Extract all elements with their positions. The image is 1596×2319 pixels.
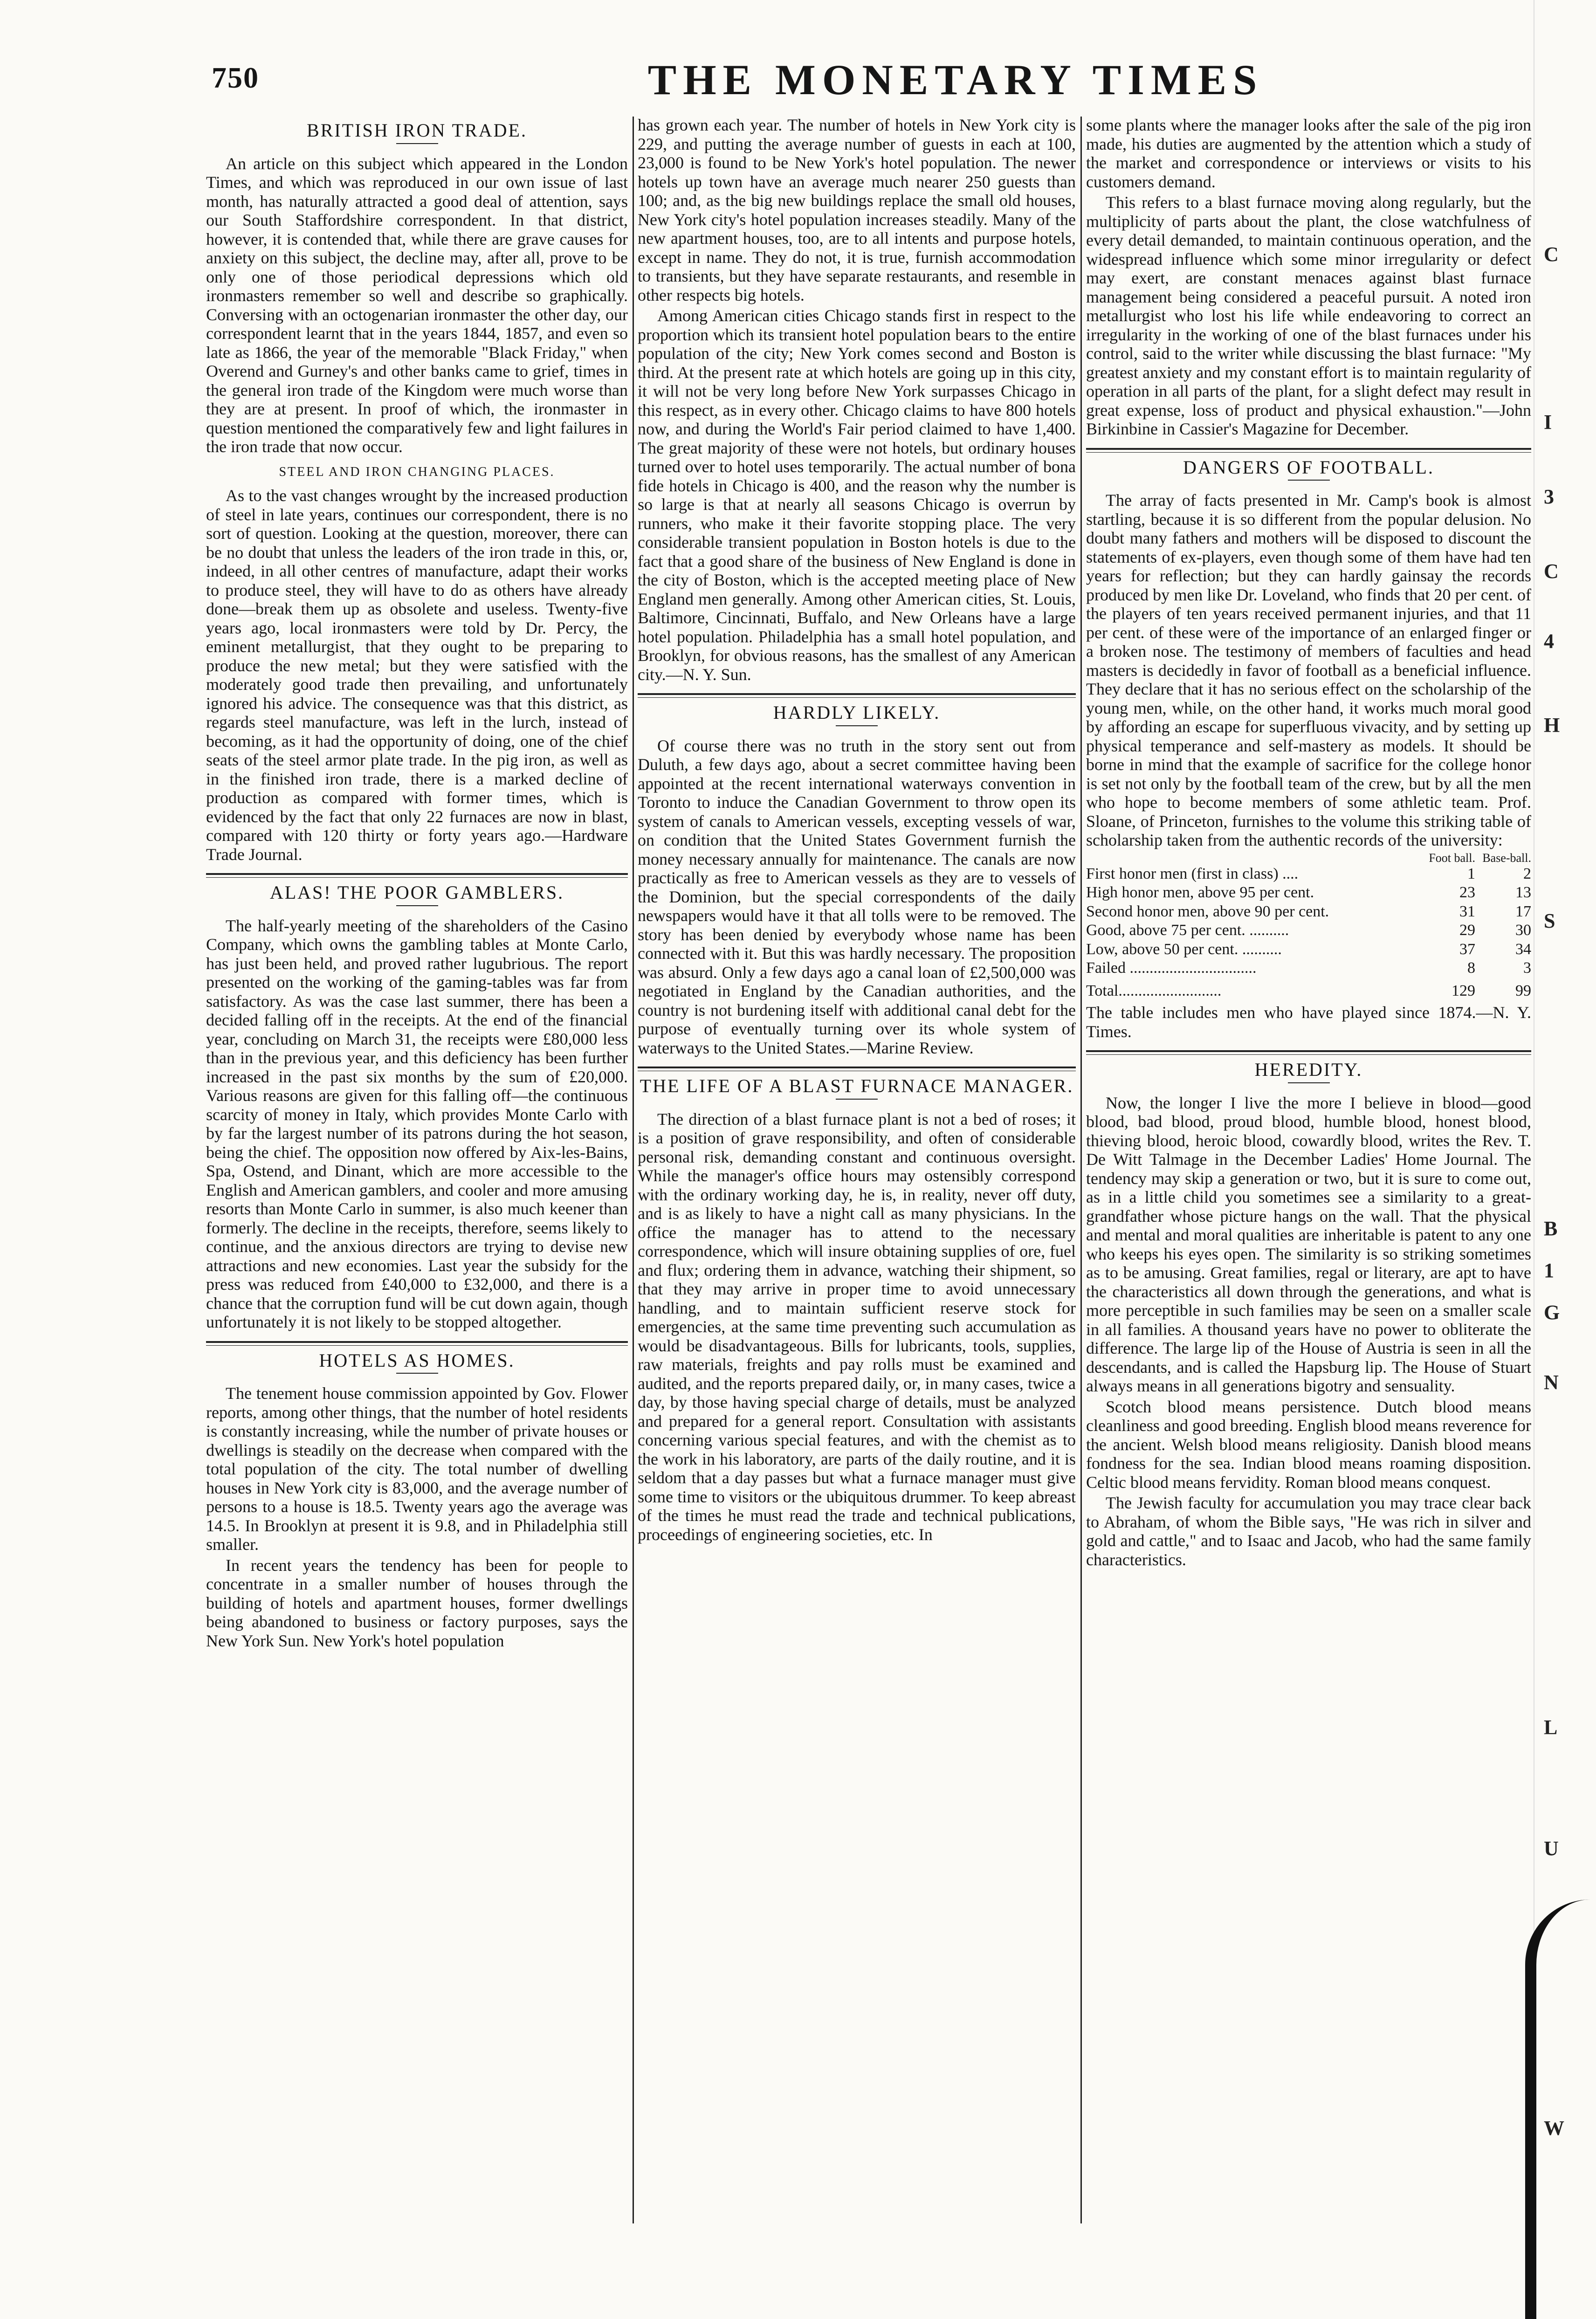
row-football: 1	[1467, 865, 1475, 882]
section-divider	[206, 1341, 628, 1346]
article-paragraph: The half-yearly meeting of the shareholders of the Casino Company, which owns the gambling tables at Monte Carlo, has just been held, and proved rather lugubrious. The report presented on the working of the gaming-tables was far from satisfactory. As was the case last summer, there has been a decided falling off in the receipts. At the end of the financial year, concluding on March 31, the receipts were £80,000 less than in the previous year, and this deficiency has been further increased in the past six months by the sum of £20,000. Various reasons are given for this falling off—the continuous scarcity of money in Italy, which provides Monte Carlo with by far the largest number of its patrons during the hot season, being the chief. The opposition now offered by Aix-les-Bains, Spa, Ostend, and Dinant, which are more accessible to the English and American gamblers, and cooler and more amusing resorts than Monte Carlo in summer, is also much keener than formerly. The decline in the receipts, therefore, seems likely to continue, and the anxious directors are trying to devise new attractions and new economies. Last year the subsidy for the press was reduced from £40,000 to £32,000, and there is a chance that the corruption fund will be cut down again, though unfortunately it is not likely to be stopped altogether.	[206, 916, 628, 1331]
page-header	[196, 55, 1264, 103]
row-baseball: 2	[1523, 865, 1531, 882]
table-row	[1086, 940, 1531, 959]
column-1	[206, 116, 628, 2213]
edge-letter: S	[1544, 909, 1555, 932]
edge-letter: U	[1544, 1837, 1559, 1860]
table-row	[1086, 902, 1531, 922]
article-paragraph: The tenement house commission appointed by Gov. Flower reports, among other things, that the number of hotel residents is constantly increasing, while the number of private houses or dwellings is steadily on the decrease when compared with the total population of the city. The total number of dwelling houses in New York city is 83,000, and the average number of persons to a house is 18.5. Twenty years ago the average was 14.5. In Brooklyn at present it is 9.8, and in Philadelphia still smaller.	[206, 1384, 628, 1554]
article-paragraph: Among American cities Chicago stands first in respect to the proportion which its transient hotel population bears to the entire population of the city; New York comes second and Boston is third. At the present rate at which hotels are going up in this city, it will not be very long before New York surpasses Chicago in this respect, as in every other. Chicago claims to have 800 hotels now, and during the World's Fair period claimed to have 1,400. The great majority of these were not hotels, but ordinary houses turned over to hotel uses temporarily. The actual number of bona fide hotels in Chicago is 400, and the reason why the number is so large is that at nearly all seasons Chicago is overrun by runners, who make it their favorite stopping place. The very considerable transient population in Boston hotels is due to the fact that a good share of the business of New England is done in the city of Boston, which is the accepted meeting place of New England men generally. Among other American cities, St. Louis, Baltimore, Cincinnati, Buffalo, and New Orleans have a large hotel population. Philadelphia has a small hotel population, and Brooklyn, for obvious reasons, has the smallest of any American city.—N. Y. Sun.	[638, 306, 1076, 684]
edge-letter: G	[1544, 1301, 1560, 1324]
subheading-steel: STEEL AND IRON CHANGING PLACES.	[279, 464, 555, 479]
article-title-hotels: HOTELS AS HOMES.	[319, 1349, 515, 1371]
divider	[836, 1099, 878, 1100]
article-title-hardly-likely: HARDLY LIKELY.	[773, 702, 941, 723]
column-3	[1086, 116, 1531, 2213]
section-divider	[1086, 1050, 1531, 1055]
article-paragraph: In recent years the tendency has been for people to concentrate in a smaller number of houses through the building of hotels and apartment houses, former dwellings being abandoned to business or factory purposes, says the New York Sun. New York's hotel population	[206, 1555, 628, 1650]
article-paragraph: The table includes men who have played since 1874.—N. Y. Times.	[1086, 1003, 1531, 1041]
row-football: 23	[1459, 884, 1475, 901]
article-paragraph: This refers to a blast furnace moving along regularly, but the multiplicity of parts about the plant, the close watchfulness of every detail demanded, to maintain continuous operation, and the widespread influence which some minor irregularity or defect may exert, are constant menaces against blast furnace management being considered a peaceful pursuit. A noted iron metallurgist who lost his life while endeavoring to correct an irregularity in the working of one of the blast furnaces under his control, said to the writer while discussing the blast furnace: "My greatest anxiety and my constant effort is to maintain regularity of operation in all parts of the plant, for a slight defect may result in great expense, loss of product and physical exhaustion."—John Birkinbine in Cassier's Magazine for December.	[1086, 193, 1531, 438]
table-row	[1086, 883, 1531, 902]
table-row	[1086, 959, 1531, 978]
row-football: 37	[1459, 940, 1475, 958]
row-label: Second honor men, above 90 per cent.	[1086, 902, 1329, 920]
article-title-british-iron: BRITISH IRON TRADE.	[307, 120, 527, 141]
row-label: Good, above 75 per cent. ..........	[1086, 922, 1289, 939]
article-title-football: DANGERS OF FOOTBALL.	[1183, 456, 1434, 478]
header-baseball: Base-ball.	[1482, 851, 1531, 865]
divider	[1288, 1082, 1330, 1083]
article-paragraph: some plants where the manager looks after the sale of the pig iron made, his duties are augmented by the attention which a study of the market and correspondence or interviews or visits to his customers demand.	[1086, 116, 1531, 191]
article-paragraph: The array of facts presented in Mr. Camp's book is almost startling, because it is so different from the popular delusion. No doubt many fathers and mothers will be disposed to discount the statements of ex-players, even though some of them have had ten years for reflection; but they can hardly gainsay the records produced by men like Dr. Loveland, who finds that 20 per cent. of the players of ten years received permanent injuries, and that 11 per cent. of these were of the importance of an enlarged finger or a broken nose. The testimony of members of faculties and head masters is decidedly in favor of football as a beneficial influence. They declare that it has no serious effect on the scholarship of the young men, while, on the other hand, it works much moral good by affording an escape for superfluous vivacity, and by setting up physical temperance and self-mastery as models. It should be borne in mind that the example of sacrifice for the college honor is set not only by the football team of the crew, but by all the men who hope to become members of some athletic team. Prof. Sloane, of Princeton, furnishes to the volume this striking table of scholarship taken from the authentic records of the university:	[1086, 491, 1531, 849]
edge-letter: I	[1544, 411, 1552, 434]
article-title-alas: ALAS! THE POOR GAMBLERS.	[269, 882, 564, 903]
section-divider	[638, 1067, 1076, 1071]
section-divider	[638, 693, 1076, 698]
page-number: 750	[212, 61, 259, 94]
edge-letter: B	[1544, 1217, 1558, 1240]
total-football: 129	[1452, 982, 1475, 999]
row-label: First honor men (first in class) ....	[1086, 865, 1299, 882]
edge-letter: 1	[1544, 1259, 1554, 1282]
section-divider	[1086, 448, 1531, 453]
article-paragraph: The direction of a blast furnace plant is not a bed of roses; it is a position of grave responsibility, and often of considerable personal risk, demanding constant and continuous oversight. While the manager's office hours may ostensibly correspond with the ordinary working day, he is, in reality, never off duty, and is as likely to have a night call as many physicians. In the office the manager has to attend to the necessary correspondence, which will insure obtaining supplies of ore, fuel and flux; ordering them in advance, watching their shipment, so that they may arrive in proper time to avoid unnecessary handling, and to maintain sufficient reserve stock for emergencies, at the same time preventing such accumulation as would be disadvantageous. Bills for lubricants, tools, supplies, raw materials, freights and pay rolls must be examined and audited, and the reports prepared daily, or, in many cases, twice a day, by those having special charge of details, must be analyzed and prepared for a general report. Consultation with assistants concerning various special features, and with the chemist as to the work in his laboratory, are parts of the daily routine, and it is seldom that a day passes but what a furnace manager must give some time to visitors or the ubiquitous drummer. To keep abreast of the times he must read the trade and technical publications, proceedings of engineering societies, etc. In	[638, 1109, 1076, 1544]
article-paragraph: Scotch blood means persistence. Dutch blood means cleanliness and good breeding. English blood means reverence for the ancient. Welsh blood means religiosity. Danish blood means fondness for the sea. Indian blood means roaming disposition. Celtic blood means fervidity. Roman blood means conquest.	[1086, 1397, 1531, 1492]
table-header	[1086, 852, 1531, 865]
edge-letter: 4	[1544, 630, 1554, 653]
edge-letter: W	[1544, 2117, 1564, 2140]
edge-letter: 3	[1544, 485, 1554, 508]
edge-letter: C	[1544, 243, 1559, 266]
divider	[396, 1373, 438, 1374]
row-football: 8	[1467, 959, 1475, 977]
article-paragraph: has grown each year. The number of hotels in New York city is 229, and putting the average number of guests in each at 100, 23,000 is found to be New York's hotel population. The newer hotels up town have an average much nearer 250 guests than 100; and, as the big new buildings replace the small old houses, New York city's hotel population increases steadily. Many of the new apartment houses, too, are to all intents and purpose hotels, except in name. They do not, it is true, furnish accommodation to transients, but they have separate restaurants, and resemble in other respects big hotels.	[638, 116, 1076, 304]
row-label: Low, above 50 per cent. ..........	[1086, 940, 1282, 958]
scholarship-table	[1086, 852, 1531, 1001]
divider	[396, 905, 438, 906]
edge-letter: L	[1544, 1716, 1558, 1739]
section-divider	[206, 873, 628, 878]
row-baseball: 17	[1515, 902, 1531, 920]
divider	[1288, 480, 1330, 481]
edge-letter: N	[1544, 1371, 1559, 1394]
article-paragraph: An article on this subject which appeared in the London Times, and which was reproduced in our own issue of last month, has naturally attracted a good deal of attention, says our South Staffordshire correspondent. In that district, however, it is contended that, while there are grave causes for anxiety on this subject, the decline may, after all, prove to be only one of those periodical depressions which old ironmasters remember so well and describe so graphically. Conversing with an octogenarian ironmaster the other day, our correspondent learnt that in the years 1844, 1857, and even so late as 1866, the year of the memorable "Black Friday," when Overend and Gurney's and other banks came to grief, times in the general iron trade of the Kingdom were much worse than they are at present. In proof of which, the ironmaster in question mentioned the comparatively few and light failures in the iron trade that now occur.	[206, 154, 628, 456]
row-label: Failed ................................	[1086, 959, 1257, 977]
column-rule	[633, 117, 634, 2223]
total-baseball: 99	[1515, 982, 1531, 999]
article-title-blast-furnace: THE LIFE OF A BLAST FURNACE MANAGER.	[640, 1075, 1074, 1096]
edge-letter: H	[1544, 714, 1560, 736]
header-football: Foot ball.	[1429, 851, 1475, 865]
divider	[836, 725, 878, 726]
total-label: Total..........................	[1086, 982, 1222, 999]
row-baseball: 34	[1515, 940, 1531, 958]
divider	[396, 143, 438, 144]
row-label: High honor men, above 95 per cent.	[1086, 884, 1314, 901]
adjacent-page-edge	[1534, 0, 1596, 2310]
publication-title: THE MONETARY TIMES	[647, 56, 1264, 103]
table-total-row	[1086, 982, 1531, 1001]
row-baseball: 3	[1523, 959, 1531, 977]
article-paragraph: Now, the longer I live the more I believe in blood—good blood, bad blood, proud blood, humble blood, honest blood, thieving blood, heroic blood, cowardly blood, writes the Rev. T. De Witt Talmage in the December Ladies' Home Journal. The tendency may skip a generation or two, but it is sure to come out, as in a little child you sometimes see a similarity to a great-grandfather whose picture hangs on the wall. That the physical and mental and moral qualities are inheritable is patent to any one who keeps his eyes open. The similarity is so striking sometimes as to be amusing. Great families, regal or literary, are apt to have the characteristics all down through the generations, and what is more perceptible in such families may be seen on a smaller scale in all families. A thousand years have no power to obliterate the difference. The large lip of the House of Austria is seen in all the descendants, and is called the Hapsburg lip. The House of Stuart always means in all generations bigotry and sensuality.	[1086, 1093, 1531, 1395]
article-paragraph: The Jewish faculty for accumulation you may trace clear back to Abraham, of whom the Bible says, "He was rich in silver and gold and cattle," and to Isaac and Jacob, who had the same family characteristics.	[1086, 1493, 1531, 1569]
row-football: 29	[1459, 922, 1475, 939]
article-title-heredity: HEREDITY.	[1254, 1059, 1363, 1080]
row-baseball: 30	[1515, 922, 1531, 939]
row-baseball: 13	[1515, 884, 1531, 901]
row-football: 31	[1459, 902, 1475, 920]
table-row	[1086, 865, 1531, 884]
column-rule	[1080, 117, 1082, 2223]
column-2	[638, 116, 1076, 2213]
edge-letter: C	[1544, 560, 1559, 583]
page-curl-shadow	[1525, 1899, 1596, 2319]
table-row	[1086, 921, 1531, 940]
article-paragraph: As to the vast changes wrought by the increased production of steel in late years, continues our correspondent, there is no sort of question. Looking at the question, moreover, there can be no doubt that unless the leaders of the iron trade in this, or, indeed, in all other centres of manufacture, adapt their works to produce steel, they will have to do as others have already done—break them up as obsolete and useless. Twenty-five years ago, local ironmasters were told by Dr. Percy, the eminent metallurgist, that they ought to be preparing to produce the new metal; but they were satisfied with the moderately good trade then prevailing, and unfortunately ignored his advice. The consequence was that this district, as regards steel manufacture, was left in the lurch, instead of becoming, as it had the opportunity of doing, one of the chief seats of the steel armor plate trade. In the pig iron, as well as in the finished iron trade, there is a marked decline of production as compared with former times, which is evidenced by the fact that only 22 furnaces are now in blast, compared with 120 thirty or forty years ago.—Hardware Trade Journal.	[206, 486, 628, 864]
article-paragraph: Of course there was no truth in the story sent out from Duluth, a few days ago, about a secret committee having been appointed at the recent international waterways convention in Toronto to induce the Canadian Government to throw open its system of canals to American vessels, excepting vessels of war, on condition that the United States Government furnish the money necessary annually for maintenance. The canals are now practically as free to American vessels as they are to vessels of the Dominion, but the special correspondents of the daily newspapers would have it that all tolls were to be removed. The story has been denied by everybody whose name has been connected with it. But this was hardly necessary. The proposition was absurd. Only a few days ago a canal loan of £2,500,000 was negotiated in England by the Canadian authorities, and the country is not burdening itself with additional canal debt for the purpose of eventually turning over its whole system of waterways to the United States.—Marine Review.	[638, 736, 1076, 1057]
